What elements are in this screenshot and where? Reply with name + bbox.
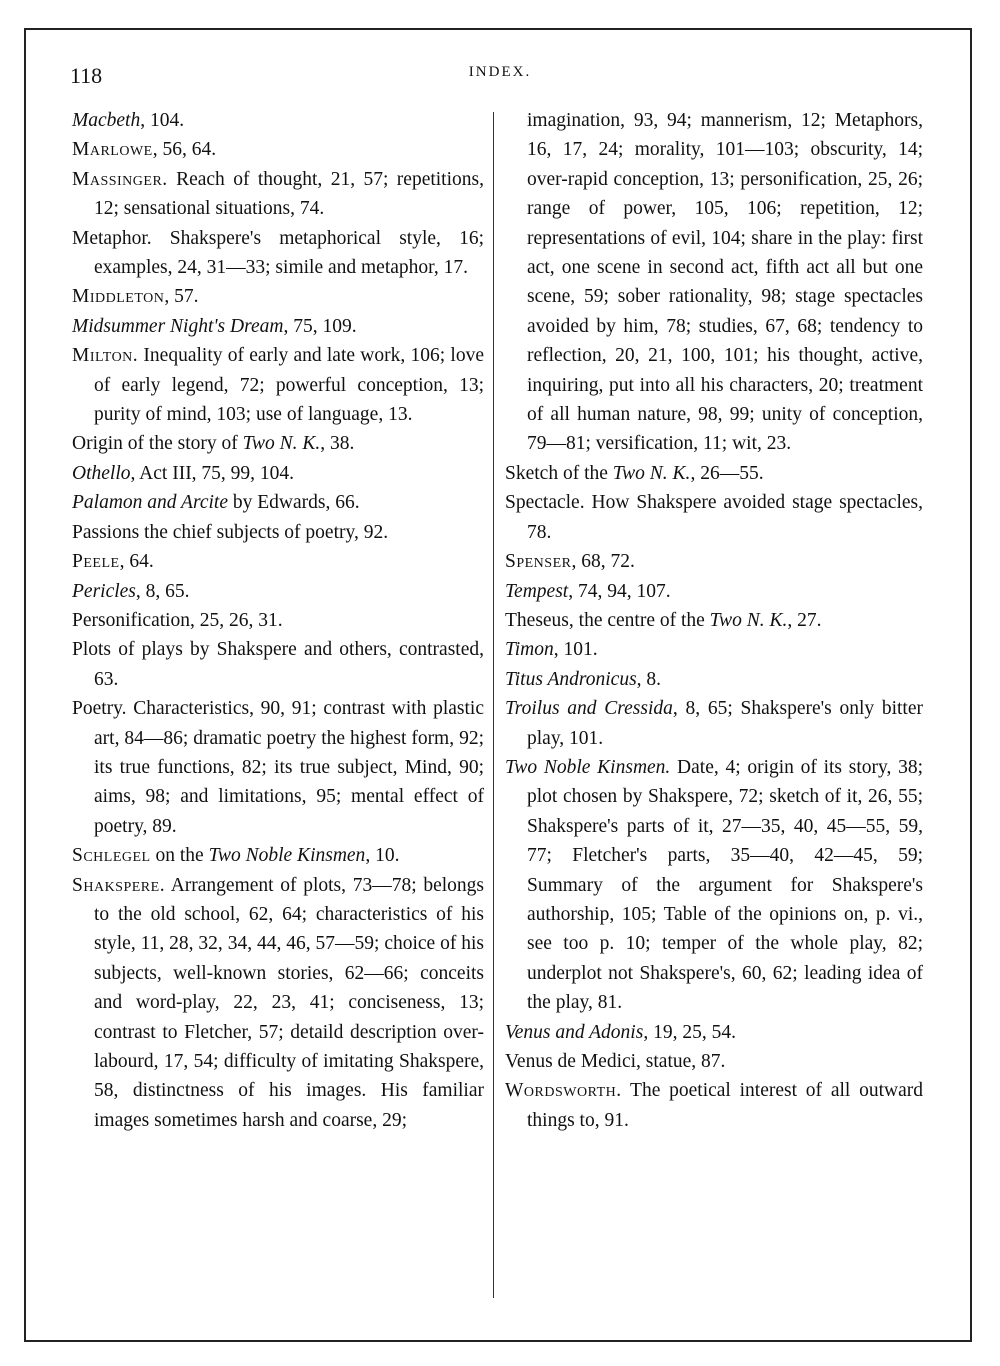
index-entry [72,282,484,311]
entry-heading: Macbeth [72,110,141,131]
index-entry [72,547,484,576]
entry-heading: Spectacle. [505,492,585,514]
entry-text: How Shakspere avoided stage spectacles, 78. [527,492,923,543]
entry-text: The poetical interest of all outward things to, 91. [527,1080,923,1131]
entry-text: Reach of thought, 21, 57; repetitions, 12; sensational situations, 74. [94,168,484,220]
entry-text: , 8, 65. [135,580,190,602]
index-entry [72,871,484,1136]
entry-text: , 75, 109. [283,315,357,337]
index-entry [72,341,484,429]
entry-text: Shakspere's metaphorical style, 16; examples, 24, 31—33; simile and metaphor, 17. [94,227,484,279]
entry-text: , 104. [140,110,185,131]
index-entry [505,577,923,606]
entry-heading: Sketch of the [505,462,613,484]
entry-text: , 57. [164,286,199,308]
index-entry [505,459,923,488]
index-entry [72,224,484,283]
entry-text: Characteristics, 90, 91; contrast with plastic art, 84—86; dramatic poetry the highest form, 92; its true functions, 82; its true subject, Mind, 90; aims, 98; and limitations, 95; mental effect of poetry, 89. [94,698,484,837]
entry-heading: Venus de Medici, statue, 87. [505,1051,726,1072]
index-column-right [505,106,923,1135]
entry-heading: Shakspere. [72,874,166,896]
entry-heading: Palamon and Arcite [72,492,228,514]
index-entry [72,841,484,870]
index-entry [505,106,923,459]
entry-text: , 64. [119,551,154,573]
entry-heading: Passions the chief subjects of poetry, 92. [72,521,389,543]
entry-text: , 101. [553,639,598,661]
entry-text: Arrangement of plots, 73—78; belongs to the old school, 62, 64; characteristics of his style, 11, 28, 32, 34, 44, 46, 57—59; choice of his subjects, well-known stories, 62—66; conceits and word-play, 22, 23, 41; conciseness, 13; contrast to Fletcher, 57; detaild description over-labourd, 17, 54; difficulty of imitating Shakspere, 58, distinctness of his images. His familiar images sometimes harsh and coarse, 29; [94,874,484,1131]
entry-heading: Personification, 25, 26, 31. [72,609,283,631]
page-number: 118 [70,63,103,88]
index-entry [72,606,484,635]
entry-heading: Spenser [505,551,572,573]
index-entry [72,518,484,547]
entry-text: by Edwards, 66. [227,492,360,514]
entry-text: , 26—55. [690,462,764,484]
index-entry [505,1018,923,1047]
entry-heading: Two Noble Kinsmen. [505,756,671,778]
entry-heading: Middleton [72,286,165,308]
index-entry [505,665,923,694]
entry-text: Inequality of early and late work, 106; love of early legend, 72; powerful conception, 13; purity of mind, 103; use of language, 13. [94,345,484,426]
entry-text: , 8. [636,668,662,690]
index-entry [72,106,484,135]
entry-text: , 10. [365,845,400,867]
entry-text: , 8, 65; Shakspere's only bitter play, 101. [527,698,923,749]
index-entry [72,429,484,458]
index-entry [505,606,923,635]
index-entry [72,135,484,164]
entry-text: imagination, 93, 94; mannerism, 12; Metaphors, 16, 17, 24; morality, 101—103; obscurity, 14; over-rapid conception, 13; personification, 25, 26; range of power, 105, 106; repetition, 12; representations of evil, 104; share in the play: first act, one scene in second act, fifth act all but one scene, 59; sober rationality, 98; stage spectacles avoided by him, 78; studies, 67, 68; tendency to reflection, 20, 21, 100, 101; his thought, active, inquiring, put into all his characters, 20; treatment of all human nature, 98, 99; unity of conception, 79—81; versification, 11; wit, 23. [527,110,923,455]
entry-heading: Metaphor. [72,227,152,249]
entry-title: Two N. K. [709,609,788,631]
index-entry [72,488,484,517]
entry-text: , 27. [787,609,822,631]
entry-text: , 19, 25, 54. [643,1021,736,1043]
entry-heading: Troilus and Cressida [505,698,673,720]
entry-heading: Wordsworth. [505,1080,622,1102]
index-entry [505,635,923,664]
entry-heading: Poetry. [72,698,127,720]
index-entry [505,1047,923,1076]
entry-text: , 74, 94, 107. [568,580,671,602]
entry-heading: Theseus, the centre of the [505,609,710,631]
entry-heading: Schlegel [72,845,151,867]
column-divider [493,112,494,1298]
entry-heading: Titus Andronicus [505,668,637,690]
entry-heading: Origin of the story of [72,433,243,455]
running-head: INDEX. [468,64,532,80]
index-entry [72,312,484,341]
index-entry [505,1076,923,1135]
entry-heading: Venus and Adonis [505,1021,644,1043]
entry-text: on the [150,845,209,867]
index-entry [72,165,484,224]
entry-heading: Peele [72,551,120,573]
entry-heading: Othello [72,462,131,484]
index-entry [505,488,923,547]
entry-heading: Midsummer Night's Dream [72,315,284,337]
entry-heading: Massinger. [72,168,168,190]
entry-heading: Pericles [72,580,136,602]
entry-heading: Plots of plays by Shakspere and others, contrasted, 63. [72,639,484,690]
entry-heading: Tempest [505,580,569,602]
entry-text: , 56, 64. [152,139,217,161]
index-entry [72,459,484,488]
entry-title: Two N. K. [612,462,691,484]
entry-heading: Marlowe [72,139,153,161]
entry-heading: Timon [505,639,554,661]
index-entry [505,694,923,753]
entry-heading: Milton. [72,345,139,367]
entry-title: Two Noble Kinsmen [208,845,366,867]
entry-text: Date, 4; origin of its story, 38; plot chosen by Shakspere, 72; sketch of it, 26, 55; Shakspere's parts of it, 27—35, 40, 45—55, 59, 77; Fletcher's parts, 35—40, 42—45, 59; Summary of the argument for Shakspere's authorship, 105; Table of the opinions on, p. vi., see too p. 10; temper of the whole play, 82; underplot not Shakspere's, 60, 62; leading idea of the play, 81. [527,756,923,1014]
entry-title: Two N. K. [242,433,321,455]
entry-text: , 68, 72. [571,551,635,573]
index-entry [72,577,484,606]
index-entry [72,635,484,694]
index-column-left [72,106,484,1135]
index-entry [72,694,484,841]
index-entry [505,753,923,1018]
index-entry [505,547,923,576]
entry-text: , 38. [320,433,355,455]
entry-text: , Act III, 75, 99, 104. [130,462,295,484]
